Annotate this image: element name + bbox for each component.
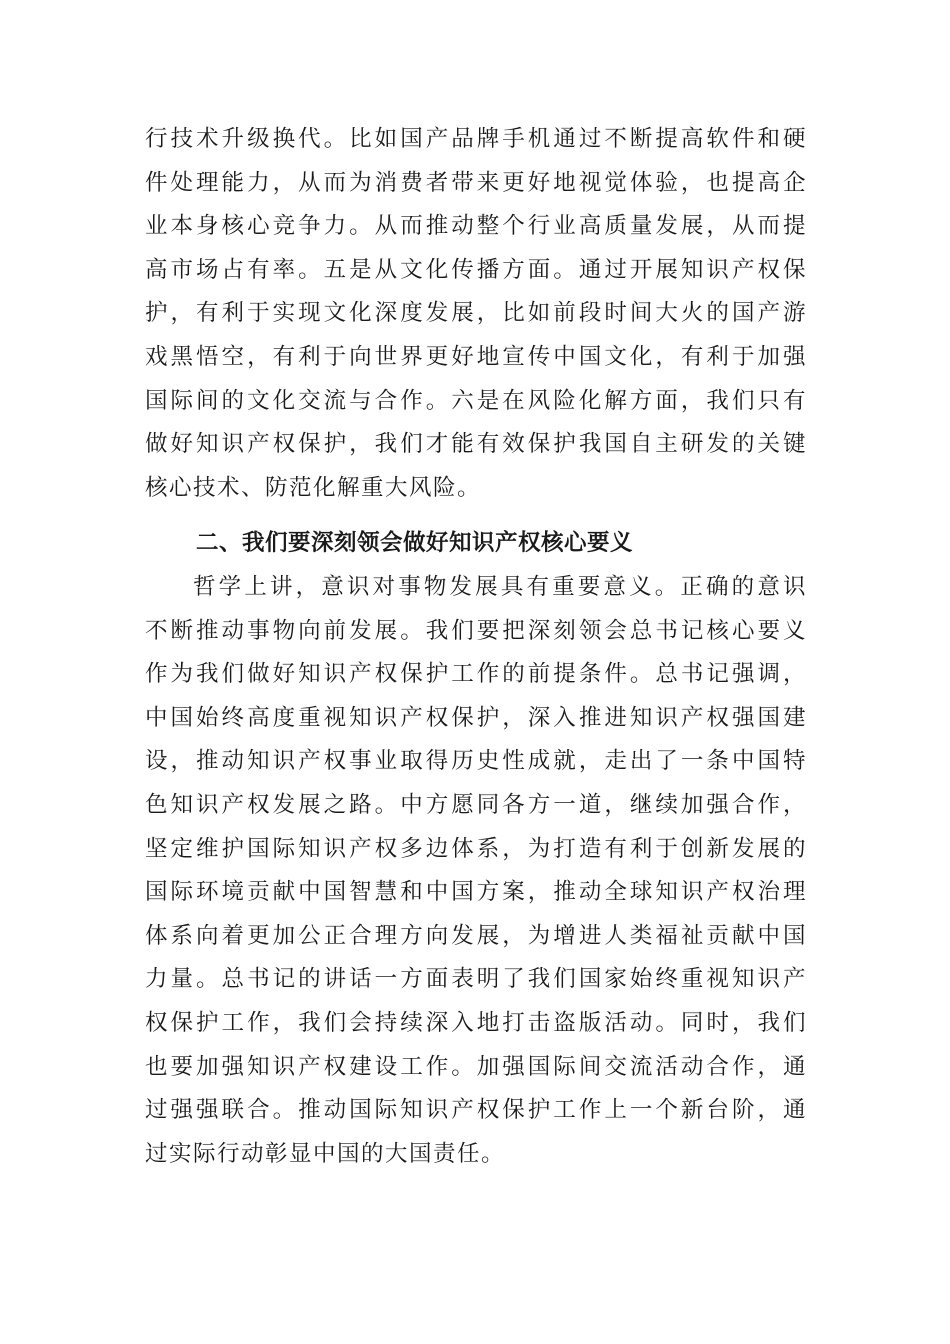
paragraph-2-line: 权保护工作，我们会持续深入地打击盗版活动。同时，我们 xyxy=(145,1009,807,1036)
paragraph-1-line: 高市场占有率。五是从文化传播方面。通过开展知识产权保 xyxy=(145,256,807,283)
paragraph-2-line: 体系向着更加公正合理方向发展，为增进人类福祉贡献中国 xyxy=(145,922,807,949)
paragraph-2-line: 色知识产权发展之路。中方愿同各方一道，继续加强合作， xyxy=(145,791,807,818)
paragraph-2-line: 不断推动事物向前发展。我们要把深刻领会总书记核心要义 xyxy=(145,617,807,644)
paragraph-1-line: 国际间的文化交流与合作。六是在风险化解方面，我们只有 xyxy=(145,387,807,414)
paragraph-1-line: 戏黑悟空，有利于向世界更好地宣传中国文化，有利于加强 xyxy=(145,343,807,370)
paragraph-2-line: 坚定维护国际知识产权多边体系，为打造有利于创新发展的 xyxy=(145,835,807,862)
paragraph-2-line: 中国始终高度重视知识产权保护，深入推进知识产权强国建 xyxy=(145,704,807,731)
paragraph-2-line: 国际环境贡献中国智慧和中国方案，推动全球知识产权治理 xyxy=(145,879,807,906)
paragraph-2-line: 哲学上讲，意识对事物发展具有重要意义。正确的意识 xyxy=(193,574,807,600)
paragraph-1-line: 行技术升级换代。比如国产品牌手机通过不断提高软件和硬 xyxy=(145,126,807,152)
paragraph-2-line: 力量。总书记的讲话一方面表明了我们国家始终重视知识产 xyxy=(145,966,807,993)
paragraph-1-line: 核心技术、防范化解重大风险。 xyxy=(145,474,482,501)
section-heading: 二、我们要深刻领会做好知识产权核心要义 xyxy=(196,530,634,556)
paragraph-1-line: 做好知识产权保护，我们才能有效保护我国自主研发的关键 xyxy=(145,431,807,458)
paragraph-1 xyxy=(145,118,807,510)
paragraph-2-line: 作为我们做好知识产权保护工作的前提条件。总书记强调， xyxy=(145,661,807,688)
paragraph-1-line: 业本身核心竞争力。从而推动整个行业高质量发展，从而提 xyxy=(145,213,807,240)
paragraph-2 xyxy=(145,566,807,1176)
paragraph-2-line: 过实际行动彰显中国的大国责任。 xyxy=(145,1140,506,1167)
paragraph-2-line: 也要加强知识产权建设工作。加强国际间交流活动合作，通 xyxy=(145,1053,807,1080)
paragraph-1-line: 护，有利于实现文化深度发展，比如前段时间大火的国产游 xyxy=(145,300,807,327)
paragraph-2-line: 过强强联合。推动国际知识产权保护工作上一个新台阶，通 xyxy=(145,1097,807,1124)
paragraph-1-line: 件处理能力，从而为消费者带来更好地视觉体验，也提高企 xyxy=(145,169,807,196)
paragraph-2-line: 设，推动知识产权事业取得历史性成就，走出了一条中国特 xyxy=(145,748,807,775)
